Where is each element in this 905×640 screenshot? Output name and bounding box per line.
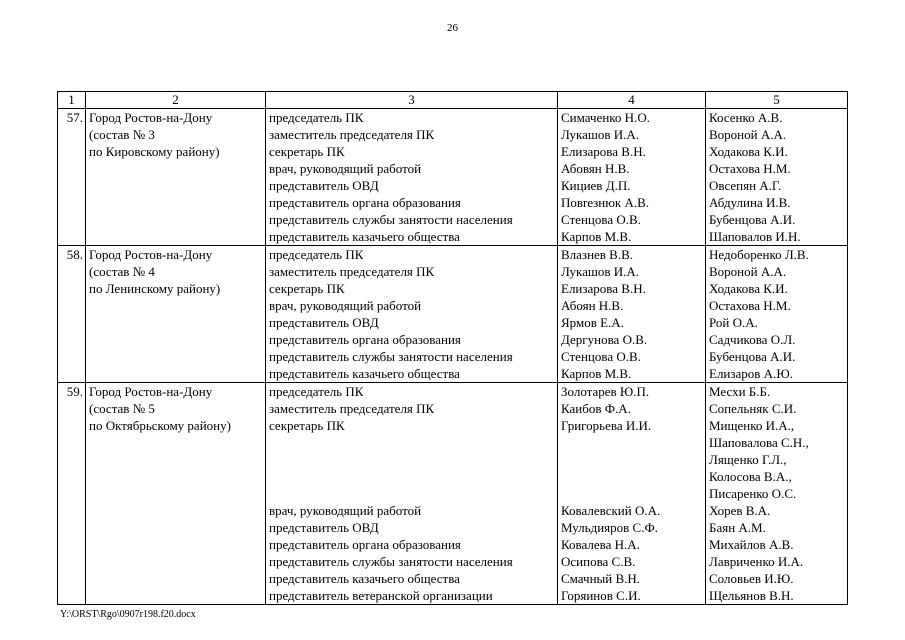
role-line: заместитель председателя ПК	[269, 264, 435, 279]
reserve-member-name: Абдулина И.В.	[709, 195, 791, 210]
role-line: представитель ОВД	[269, 315, 379, 330]
role-line	[269, 468, 554, 485]
role-line: представитель казачьего общества	[269, 229, 460, 244]
file-path-footer: Y:\ORST\Rgo\0907r198.f20.docx	[60, 609, 196, 620]
region-line: Город Ростов-на-Дону	[89, 384, 213, 399]
region-line: по Октябрьскому району)	[89, 418, 231, 433]
reserve-member-cell	[706, 109, 848, 246]
role-line: представитель ветеранской организации	[269, 588, 493, 603]
role-line	[269, 434, 554, 451]
main-member-name: Влазнев В.В.	[561, 247, 634, 262]
role-line: представитель казачьего общества	[269, 366, 460, 381]
main-member-name: Абоян Н.В.	[561, 298, 624, 313]
main-member-name: Лукашов И.А.	[561, 127, 640, 142]
role-line	[269, 485, 554, 502]
role-line: представитель казачьего общества	[269, 571, 460, 586]
main-member-name: Стенцова О.В.	[561, 212, 641, 227]
main-member-name: Симаченко Н.О.	[561, 110, 650, 125]
main-member-name: Каибов Ф.А.	[561, 401, 631, 416]
role-line: председатель ПК	[269, 110, 364, 125]
reserve-member-name: Лященко Г.Л.,	[709, 452, 787, 467]
main-member-name: Карпов М.В.	[561, 366, 632, 381]
region-line: Город Ростов-на-Дону	[89, 247, 213, 262]
role-line: секретарь ПК	[269, 144, 345, 159]
reserve-member-name: Косенко А.В.	[709, 110, 783, 125]
main-member-name: Карпов М.В.	[561, 229, 632, 244]
reserve-member-name: Соловьев И.Ю.	[709, 571, 794, 586]
region-cell	[86, 246, 266, 383]
main-member-name	[561, 434, 702, 451]
commission-table	[57, 91, 848, 605]
table-row	[58, 383, 848, 605]
main-member-name: Смачный В.Н.	[561, 571, 641, 586]
main-member-name: Ярмов Е.А.	[561, 315, 624, 330]
role-line: врач, руководящий работой	[269, 503, 422, 518]
reserve-member-name: Недоборенко Л.В.	[709, 247, 809, 262]
reserve-member-name: Шаповалова С.Н.,	[709, 435, 809, 450]
reserve-member-name: Елизаров А.Ю.	[709, 366, 793, 381]
role-line: представитель службы занятости населения	[269, 212, 513, 227]
main-member-name: Григорьева И.И.	[561, 418, 652, 433]
role-line: председатель ПК	[269, 247, 364, 262]
role-line: представитель службы занятости населения	[269, 554, 513, 569]
table-header-row	[58, 92, 848, 109]
region-line: Город Ростов-на-Дону	[89, 110, 213, 125]
reserve-member-name: Остахова Н.М.	[709, 161, 791, 176]
reserve-member-name: Ходакова К.И.	[709, 281, 788, 296]
reserve-member-name: Садчикова О.Л.	[709, 332, 796, 347]
main-member-name: Золотарев Ю.П.	[561, 384, 650, 399]
main-member-name	[561, 468, 702, 485]
reserve-member-name: Ходакова К.И.	[709, 144, 788, 159]
region-line: (состав № 5	[89, 401, 155, 416]
role-line: представитель службы занятости населения	[269, 349, 513, 364]
reserve-member-name: Бубенцова А.И.	[709, 212, 796, 227]
reserve-member-name: Шаповалов И.Н.	[709, 229, 801, 244]
reserve-member-name: Писаренко О.С.	[709, 486, 797, 501]
role-line: врач, руководящий работой	[269, 161, 422, 176]
reserve-member-name: Мищенко И.А.,	[709, 418, 795, 433]
main-member-name	[561, 485, 702, 502]
row-number: 57.	[58, 109, 86, 246]
role-line: врач, руководящий работой	[269, 298, 422, 313]
reserve-member-cell	[706, 383, 848, 605]
reserve-member-name: Михайлов А.В.	[709, 537, 794, 552]
reserve-member-cell	[706, 246, 848, 383]
row-number: 59.	[58, 383, 86, 605]
reserve-member-name: Хорев В.А.	[709, 503, 771, 518]
reserve-member-name: Вороной А.А.	[709, 264, 787, 279]
table-row	[58, 246, 848, 383]
column-header: 5	[706, 92, 848, 109]
column-header: 2	[86, 92, 266, 109]
region-cell	[86, 383, 266, 605]
reserve-member-name: Щельянов В.Н.	[709, 588, 794, 603]
main-member-cell	[558, 109, 706, 246]
role-line	[269, 451, 554, 468]
role-line: представитель ОВД	[269, 178, 379, 193]
role-cell	[266, 383, 558, 605]
column-header: 3	[266, 92, 558, 109]
role-line: представитель ОВД	[269, 520, 379, 535]
main-member-name: Дергунова О.В.	[561, 332, 648, 347]
role-cell	[266, 246, 558, 383]
main-member-name: Повreзнюк А.В.	[561, 195, 650, 210]
main-member-name: Ковалевский О.А.	[561, 503, 661, 518]
role-line: секретарь ПК	[269, 281, 345, 296]
table-row	[58, 109, 848, 246]
main-member-name: Елизарова В.Н.	[561, 144, 646, 159]
row-number: 58.	[58, 246, 86, 383]
role-cell	[266, 109, 558, 246]
region-cell	[86, 109, 266, 246]
region-line: по Ленинскому району)	[89, 281, 221, 296]
reserve-member-name: Колосова В.А.,	[709, 469, 792, 484]
reserve-member-name: Остахова Н.М.	[709, 298, 791, 313]
column-header: 1	[58, 92, 86, 109]
main-member-name: Кициев Д.П.	[561, 178, 631, 193]
region-line: (состав № 4	[89, 264, 155, 279]
main-member-cell	[558, 246, 706, 383]
reserve-member-name: Месхи Б.Б.	[709, 384, 771, 399]
role-line: представитель органа образования	[269, 537, 461, 552]
main-member-name: Горяинов С.И.	[561, 588, 641, 603]
main-member-name: Абовян Н.В.	[561, 161, 630, 176]
main-member-name: Мульдияров С.Ф.	[561, 520, 658, 535]
reserve-member-name: Баян А.М.	[709, 520, 766, 535]
page-number: 26	[447, 22, 458, 34]
main-member-cell	[558, 383, 706, 605]
reserve-member-name: Вороной А.А.	[709, 127, 787, 142]
main-member-name: Елизарова В.Н.	[561, 281, 646, 296]
main-member-name: Стенцова О.В.	[561, 349, 641, 364]
role-line: представитель органа образования	[269, 332, 461, 347]
main-member-name: Осипова С.В.	[561, 554, 636, 569]
reserve-member-name: Овсепян А.Г.	[709, 178, 782, 193]
column-header: 4	[558, 92, 706, 109]
role-line: заместитель председателя ПК	[269, 127, 435, 142]
region-line: (состав № 3	[89, 127, 155, 142]
main-member-name: Ковалева Н.А.	[561, 537, 640, 552]
role-line: заместитель председателя ПК	[269, 401, 435, 416]
role-line: секретарь ПК	[269, 418, 345, 433]
role-line: председатель ПК	[269, 384, 364, 399]
reserve-member-name: Сопельняк С.И.	[709, 401, 797, 416]
table-body	[58, 109, 848, 605]
main-member-name	[561, 451, 702, 468]
reserve-member-name: Лавриченко И.А.	[709, 554, 804, 569]
role-line: представитель органа образования	[269, 195, 461, 210]
reserve-member-name: Рой О.А.	[709, 315, 758, 330]
main-member-name: Лукашов И.А.	[561, 264, 640, 279]
region-line: по Кировскому району)	[89, 144, 220, 159]
reserve-member-name: Бубенцова А.И.	[709, 349, 796, 364]
